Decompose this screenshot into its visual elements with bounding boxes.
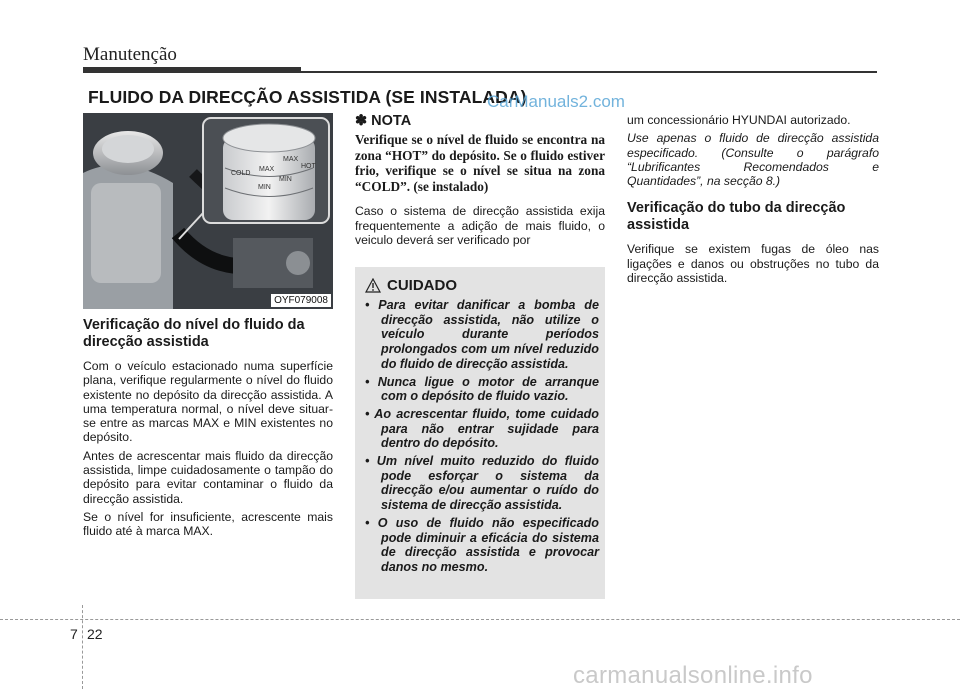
service-paragraph: Caso o sistema de direcção assistida exija frequentemente a adição de mais fluido, o veiculo deverá ser verificado por [355,204,605,247]
note-body: Verifique se o nível de fluido se encontra na zona “HOT” do depósito. Se o fluido estiver frio, verifique se o nível se situa na zona “COLD”. (se instalado) [355,132,605,194]
header-rule-thick [83,67,301,73]
caution-item: • Para evitar danificar a bomba de direcção assistida, não utilize o veículo durante períodos prolongados com um nível reduzido do fluido de direcção assistida. [365,298,599,371]
marking-min-cold: MIN [258,184,271,191]
caution-item: • Nunca ligue o motor de arranque com o depósito de fluido vazio. [365,374,599,404]
marking-max-hot: MAX [283,156,299,163]
figure-code: OYF079008 [271,294,331,307]
service-paragraph-continued: um concessionário HYUNDAI autorizado. [627,113,851,127]
middle-column [355,113,605,251]
marking-hot: HOT [301,163,316,170]
page-header-title: Manutenção [83,44,177,65]
caution-header [365,277,599,294]
header-rule-thin [301,71,877,73]
engine-reservoir-photo [83,113,333,309]
right-column [627,113,879,289]
fluid-level-paragraph-1: Com o veículo estacionado numa superfície plana, verifique regularmente o nível do fluido existente no depósito da direcção assistida. A uma temperatura normal, o nível deve situar-se entre as marcas MAX e MIN existentes no depósito. [83,359,333,445]
marking-min-hot: MIN [279,176,292,183]
page-chapter: 7 [70,626,78,642]
fluid-level-heading: Verificação do nível do fluido da direcção assistida [83,317,305,350]
marking-cold: COLD [231,170,251,177]
caution-item: • Um nível muito reduzido do fluido pode esforçar o sistema da direcção e/ou aumentar o ruído do sistema de direcção assistida. [365,454,599,513]
fluid-level-paragraph-2: Antes de acrescentar mais fluido da direcção assistida, limpe cuidadosamente o tampão do depósito para evitar contaminar o fluido da direcção assistida. [83,448,333,506]
hose-check-heading: Verificação do tubo da direcção assistida [627,200,846,234]
footer-divider [82,605,83,689]
fluid-spec-note: Use apenas o fluido de direcção assistida especificado. (Consulte o parágrafo “Lubrificantes Recomendados e Quantidades”, na secção 8.) [627,131,879,189]
watermark-bottom: carmanualsonline.info [573,662,813,689]
caution-item: • O uso de fluido não especificado pode diminuir a eficácia do sistema de direcção assistida e provocar danos no mesmo. [365,515,599,574]
caution-title: CUIDADO [387,277,457,294]
left-column [83,113,333,543]
section-title: FLUIDO DA DIRECÇÃO ASSISTIDA (SE INSTALADA) [88,87,527,107]
caution-item: • Ao acrescentar fluido, tome cuidado para não entrar sujidade para dentro do depósito. [365,406,599,451]
marking-max-cold: MAX [259,166,275,173]
fluid-level-paragraph-3: Se o nível for insuficiente, acrescente mais fluido até à marca MAX. [83,509,333,539]
hose-check-paragraph: Verifique se existem fugas de óleo nas ligações e danos ou obstruções no tubo da direcção assistida. [627,242,879,286]
engine-illustration [83,113,333,309]
footer-rule [0,619,960,620]
note-heading: ✽ NOTA [355,113,412,129]
warning-icon [365,278,381,294]
caution-box [355,267,605,599]
watermark-top: CarManuals2.com [487,92,625,111]
page-number: 22 [87,626,103,642]
